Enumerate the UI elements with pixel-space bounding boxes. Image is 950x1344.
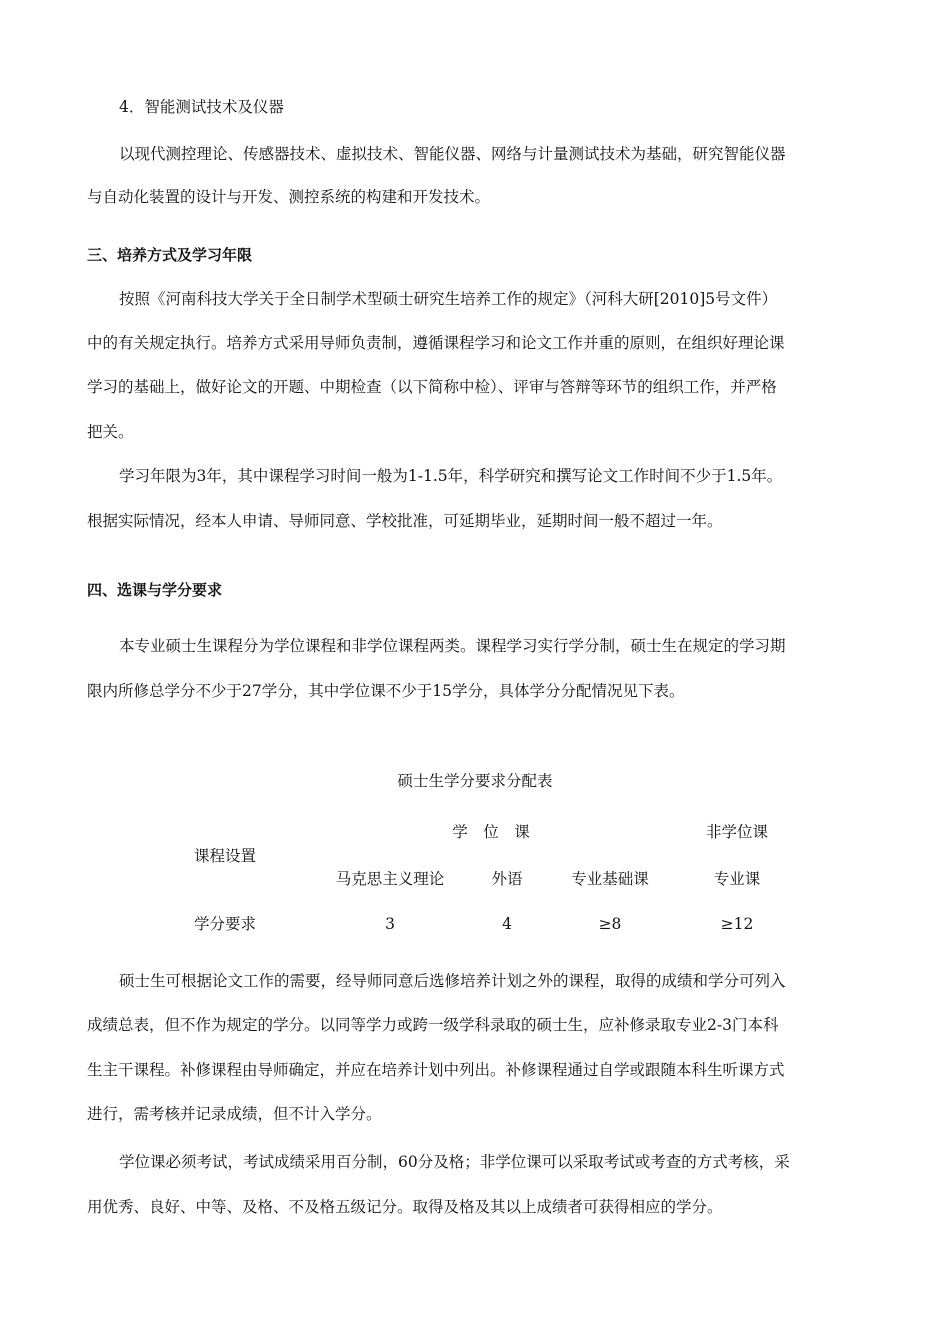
credit-cell: 3 bbox=[385, 915, 395, 933]
paragraph-line: 学位课必须考试，考试成绩采用百分制，60分及格；非学位课可以采取考试或考查的方式考核，采 bbox=[119, 1153, 790, 1171]
paragraph-line: 硕士生可根据论文工作的需要，经导师同意后选修培养计划之外的课程，取得的成绩和学分可列入 bbox=[119, 972, 786, 990]
credit-cell: ≥12 bbox=[720, 915, 754, 933]
paragraph-line: 按照《河南科技大学关于全日制学术型硕士研究生培养工作的规定》（河科大研[2010]5号文件） bbox=[119, 290, 778, 308]
paragraph-line: 学习的基础上，做好论文的开题、中期检查（以下简称中检）、评审与答辩等环节的组织工作，并严格 bbox=[87, 378, 777, 396]
paragraph-line: 根据实际情况，经本人申请、导师同意、学校批准，可延期毕业，延期时间一般不超过一年。 bbox=[87, 512, 723, 530]
paragraph-line: 与自动化装置的设计与开发、测控系统的构建和开发技术。 bbox=[87, 188, 491, 206]
paragraph-line: 成绩总表，但不作为规定的学分。以同等学力或跨一级学科录取的硕士生，应补修录取专业2-3门本科 bbox=[87, 1016, 779, 1034]
table-title: 硕士生学分要求分配表 bbox=[397, 772, 553, 790]
credit-cell: 4 bbox=[502, 915, 512, 933]
section-heading: 四、选课与学分要求 bbox=[87, 581, 223, 599]
item-title: 4．智能测试技术及仪器 bbox=[119, 98, 284, 116]
paragraph-line: 学习年限为3年，其中课程学习时间一般为1-1.5年，科学研究和撰写论文工作时间不少于1.5年。 bbox=[119, 467, 783, 485]
column-header: 专业课 bbox=[713, 870, 761, 888]
credit-cell: ≥8 bbox=[598, 915, 622, 933]
column-header: 专业基础课 bbox=[571, 870, 649, 888]
row-header-credit: 学分要求 bbox=[194, 915, 257, 933]
paragraph-line: 以现代测控理论、传感器技术、虚拟技术、智能仪器、网络与计量测试技术为基础，研究智能仪器 bbox=[119, 145, 786, 163]
row-header-course: 课程设置 bbox=[194, 847, 257, 865]
paragraph-line: 生主干课程。补修课程由导师确定，并应在培养计划中列出。补修课程通过自学或跟随本科生听课方式 bbox=[87, 1061, 785, 1079]
paragraph-line: 中的有关规定执行。培养方式采用导师负责制，遵循课程学习和论文工作并重的原则，在组织好理论课 bbox=[87, 334, 785, 352]
column-header: 马克思主义理论 bbox=[335, 870, 445, 888]
nondegree-course-group-header: 非学位课 bbox=[705, 823, 769, 841]
paragraph-line: 把关。 bbox=[87, 423, 134, 441]
paragraph-line: 进行，需考核并记录成绩，但不计入学分。 bbox=[87, 1105, 382, 1123]
paragraph-line: 本专业硕士生课程分为学位课程和非学位课程两类。课程学习实行学分制，硕士生在规定的学习期 bbox=[119, 637, 786, 655]
column-header: 外语 bbox=[491, 870, 523, 888]
paragraph-line: 用优秀、良好、中等、及格、不及格五级记分。取得及格及其以上成绩者可获得相应的学分。 bbox=[87, 1198, 723, 1216]
paragraph-line: 限内所修总学分不少于27学分，其中学位课不少于15学分，具体学分分配情况见下表。 bbox=[87, 682, 685, 700]
degree-course-group-header: 学 位 课 bbox=[452, 823, 530, 841]
section-heading: 三、培养方式及学习年限 bbox=[87, 246, 253, 264]
